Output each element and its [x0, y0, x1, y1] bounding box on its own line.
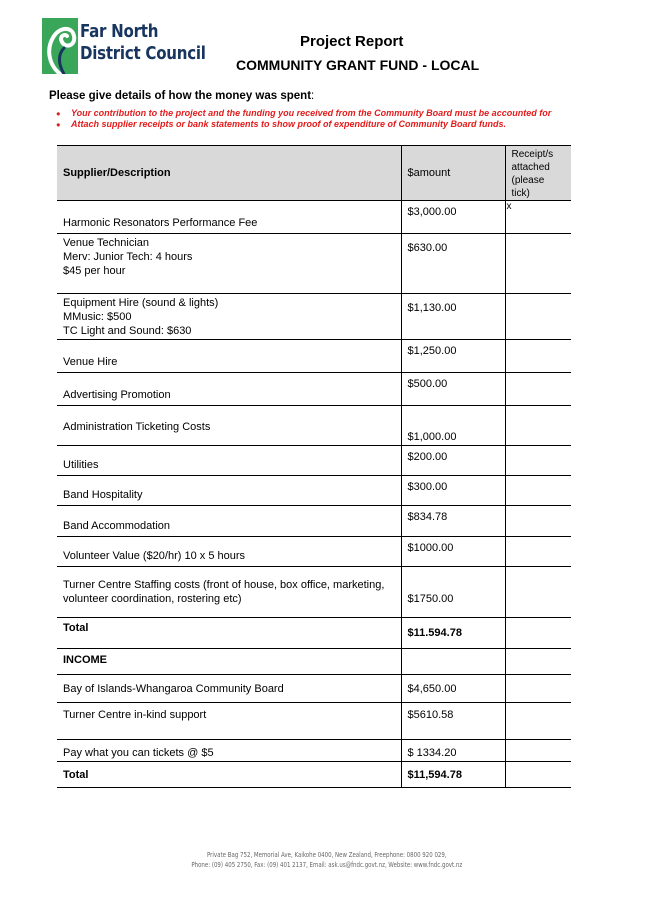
header-receipt-line: Receipt/s [511, 149, 554, 160]
note-item: ● Attach supplier receipts or bank statements to show proof of expenditure of Community Board funds. [56, 119, 551, 130]
row-receipt-tick[interactable] [505, 294, 571, 340]
header-receipt-line: tick) [511, 188, 530, 199]
row-description: Venue Hire [57, 340, 401, 373]
income-heading-amount [401, 649, 505, 675]
row-description [57, 567, 401, 618]
page-title: Project Report [300, 33, 404, 50]
footer-contact [75, 850, 578, 870]
notes-list [56, 108, 551, 130]
income-heading-row [57, 649, 571, 675]
income-row [57, 703, 571, 740]
table-row [57, 537, 571, 567]
income-total-label: Total [57, 762, 401, 788]
row-receipt-tick[interactable] [505, 567, 571, 618]
income-description: Bay of Islands-Whangaroa Community Board [57, 675, 401, 703]
row-description-line: Turner Centre Staffing costs (front of house, box office, marketing, [63, 579, 385, 591]
council-emblem-icon [42, 18, 78, 74]
council-name [80, 21, 206, 65]
council-logo [42, 18, 217, 74]
table-header-row [57, 146, 571, 201]
row-description: Administration Ticketing Costs [57, 406, 401, 446]
table-row [57, 446, 571, 476]
expenditure-table [57, 145, 571, 788]
income-receipt [505, 740, 571, 762]
table-row [57, 476, 571, 506]
row-description: Volunteer Value ($20/hr) 10 x 5 hours [57, 537, 401, 567]
instruction-colon: : [311, 90, 315, 102]
income-amount: $4,650.00 [401, 675, 505, 703]
table-row [57, 406, 571, 446]
row-description-line: Equipment Hire (sound & lights) [63, 297, 219, 309]
income-row [57, 740, 571, 762]
row-description [57, 294, 401, 340]
row-receipt-tick[interactable] [505, 340, 571, 373]
row-amount: $630.00 [401, 234, 505, 294]
income-row [57, 675, 571, 703]
row-amount: $1000.00 [401, 537, 505, 567]
row-description-line: Venue Technician [63, 237, 150, 249]
row-description-line: volunteer coordination, rostering etc) [63, 593, 242, 605]
row-description: Band Accommodation [57, 506, 401, 537]
income-heading: INCOME [57, 649, 401, 675]
income-total-row [57, 762, 571, 788]
council-name-line2: District Council [80, 44, 206, 64]
table-row [57, 340, 571, 373]
row-amount: $1,000.00 [401, 406, 505, 446]
row-amount: $1750.00 [401, 567, 505, 618]
header-amount: $amount [401, 146, 505, 201]
income-total-amount: $11,594.78 [401, 762, 505, 788]
row-receipt-tick[interactable]: x [505, 201, 571, 234]
row-description: Harmonic Resonators Performance Fee [57, 201, 401, 234]
income-amount: $5610.58 [401, 703, 505, 740]
row-description [57, 234, 401, 294]
table-row [57, 201, 571, 234]
row-receipt-tick[interactable] [505, 537, 571, 567]
row-description: Advertising Promotion [57, 373, 401, 406]
row-amount: $500.00 [401, 373, 505, 406]
page-subtitle: COMMUNITY GRANT FUND - LOCAL [236, 57, 480, 73]
row-amount: $834.78 [401, 506, 505, 537]
expense-total-row [57, 618, 571, 649]
row-amount: $300.00 [401, 476, 505, 506]
row-receipt-tick[interactable] [505, 506, 571, 537]
header-receipt-line: attached [511, 162, 550, 173]
footer-line: Phone: (09) 405 2750, Fax: (09) 401 2137, Email: ask.us@fndc.govt.nz, Website: www.fndc.govt.nz [191, 861, 463, 869]
income-total-receipt [505, 762, 571, 788]
row-description-line: MMusic: $500 [63, 311, 132, 323]
income-description: Pay what you can tickets @ $5 [57, 740, 401, 762]
row-description-line: TC Light and Sound: $630 [63, 325, 192, 337]
header-receipt [505, 146, 571, 201]
row-description: Band Hospitality [57, 476, 401, 506]
row-description: Utilities [57, 446, 401, 476]
table-row [57, 294, 571, 340]
row-amount: $200.00 [401, 446, 505, 476]
note-item: ● Your contribution to the project and the funding you received from the Community Board must be accounted for [56, 108, 551, 119]
instruction [49, 90, 314, 102]
row-amount: $1,250.00 [401, 340, 505, 373]
instruction-text: Please give details of how the money was spent [49, 90, 312, 102]
row-description-line: Merv: Junior Tech: 4 hours [63, 251, 193, 263]
expense-total-amount: $11.594.78 [401, 618, 505, 649]
expense-total-label: Total [57, 618, 401, 649]
header-receipt-line: (please [511, 175, 545, 186]
header-description: Supplier/Description [57, 146, 401, 201]
income-heading-receipt [505, 649, 571, 675]
footer-line: Private Bag 752, Memorial Ave, Kaikohe 0400, New Zealand, Freephone: 0800 920 029, [206, 851, 447, 859]
income-description: Turner Centre in-kind support [57, 703, 401, 740]
row-receipt-tick[interactable] [505, 234, 571, 294]
income-receipt [505, 675, 571, 703]
income-amount: $ 1334.20 [401, 740, 505, 762]
row-receipt-tick[interactable] [505, 406, 571, 446]
income-receipt [505, 703, 571, 740]
row-description-line: $45 per hour [63, 265, 126, 277]
table-row [57, 567, 571, 618]
row-amount: $3,000.00 [401, 201, 505, 234]
table-row [57, 234, 571, 294]
row-receipt-tick[interactable] [505, 618, 571, 649]
row-amount: $1,130.00 [401, 294, 505, 340]
table-row [57, 373, 571, 406]
row-receipt-tick[interactable] [505, 373, 571, 406]
table-row [57, 506, 571, 537]
row-receipt-tick[interactable] [505, 446, 571, 476]
council-name-line1: Far North [80, 22, 159, 42]
row-receipt-tick[interactable] [505, 476, 571, 506]
